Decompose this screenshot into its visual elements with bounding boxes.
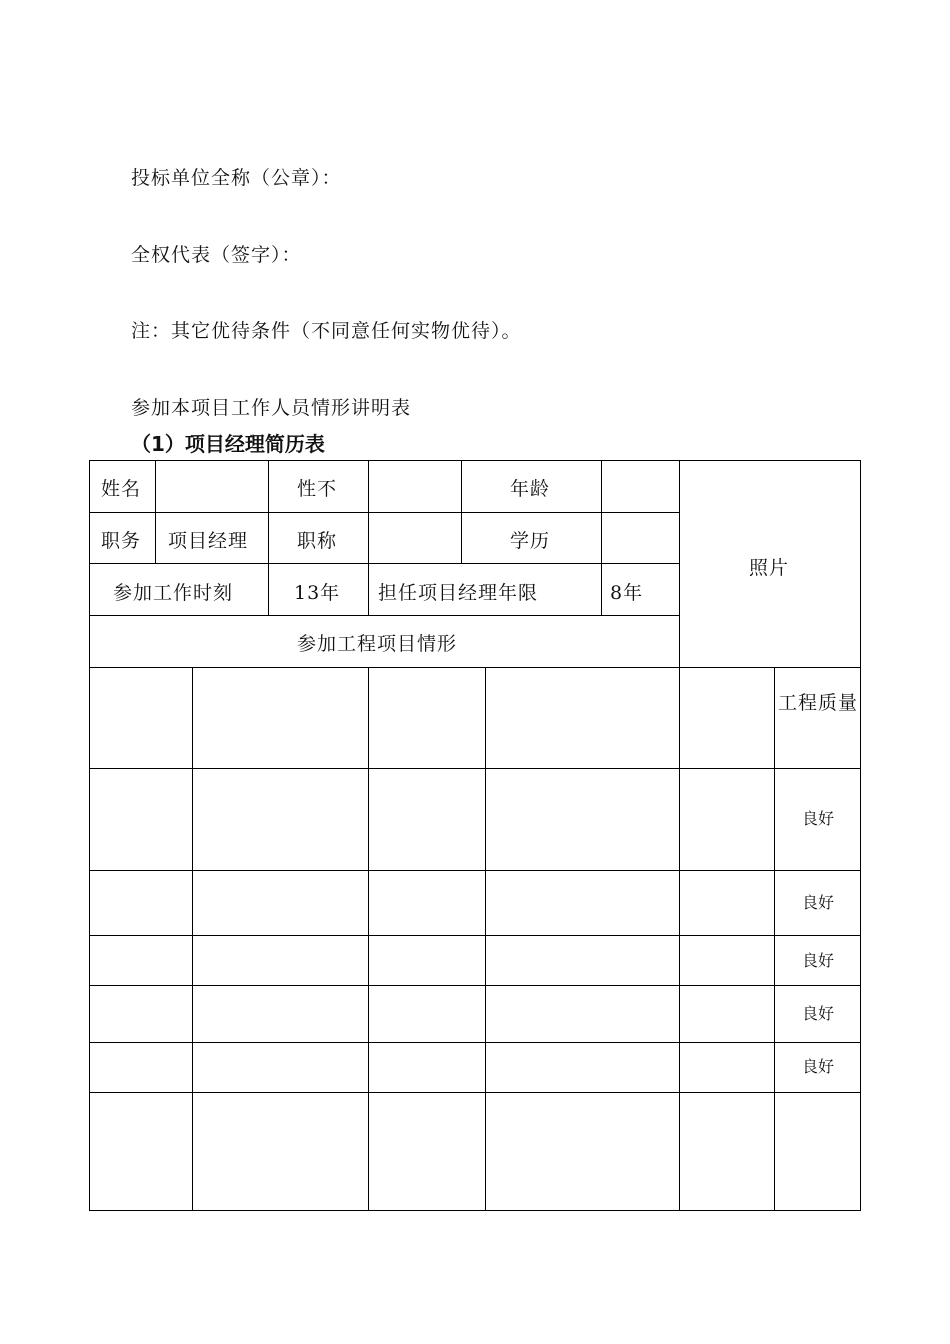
quality-cell: 良好 xyxy=(801,1057,834,1076)
col-divider xyxy=(368,667,369,1211)
form-title: 参加本项目工作人员情形讲明表 xyxy=(131,397,412,419)
position-label: 职务 xyxy=(101,530,142,552)
quality-cell: 良好 xyxy=(801,951,834,970)
col-divider xyxy=(155,460,156,563)
quality-header: 工程质量 xyxy=(777,692,858,714)
pm-years-label: 担任项目经理年限 xyxy=(378,582,539,604)
gender-label: 性不 xyxy=(297,478,338,500)
col-divider xyxy=(368,460,369,615)
col-divider xyxy=(485,667,486,1211)
name-label: 姓名 xyxy=(101,478,142,500)
row-divider xyxy=(89,985,861,986)
col-divider xyxy=(774,667,775,1211)
row-divider xyxy=(89,667,861,668)
quality-cell: 良好 xyxy=(801,1004,834,1023)
work-years-value: 13年 xyxy=(294,582,341,604)
age-label: 年龄 xyxy=(510,478,551,500)
row-divider xyxy=(89,512,680,513)
col-divider xyxy=(461,460,462,563)
row-divider xyxy=(89,768,861,769)
representative-line: 全权代表（签字）： xyxy=(131,244,302,266)
quality-cell: 良好 xyxy=(801,809,834,828)
work-years-label: 参加工作时刻 xyxy=(113,582,234,604)
quality-cell: 良好 xyxy=(801,893,834,912)
row-divider xyxy=(89,615,680,616)
pm-years-value: 8年 xyxy=(610,582,644,604)
row-divider xyxy=(89,563,680,564)
row-divider xyxy=(89,1042,861,1043)
section-heading: （1）项目经理简历表 xyxy=(131,432,325,456)
row-divider xyxy=(89,935,861,936)
photo-placeholder: 照片 xyxy=(749,557,790,579)
table-frame xyxy=(89,460,861,1211)
col-divider xyxy=(268,460,269,615)
education-label: 学历 xyxy=(510,530,551,552)
col-divider xyxy=(679,460,680,1211)
title-label: 职称 xyxy=(297,530,338,552)
bidder-name-line: 投标单位全称（公章）： xyxy=(131,167,342,189)
col-divider xyxy=(601,460,602,615)
col-divider xyxy=(192,667,193,1211)
position-value: 项目经理 xyxy=(168,530,249,552)
note-line: 注：其它优待条件（不同意任何实物优待）。 xyxy=(131,320,522,342)
projects-header: 参加工程项目情形 xyxy=(297,633,458,655)
row-divider xyxy=(89,870,861,871)
row-divider xyxy=(89,1092,861,1093)
